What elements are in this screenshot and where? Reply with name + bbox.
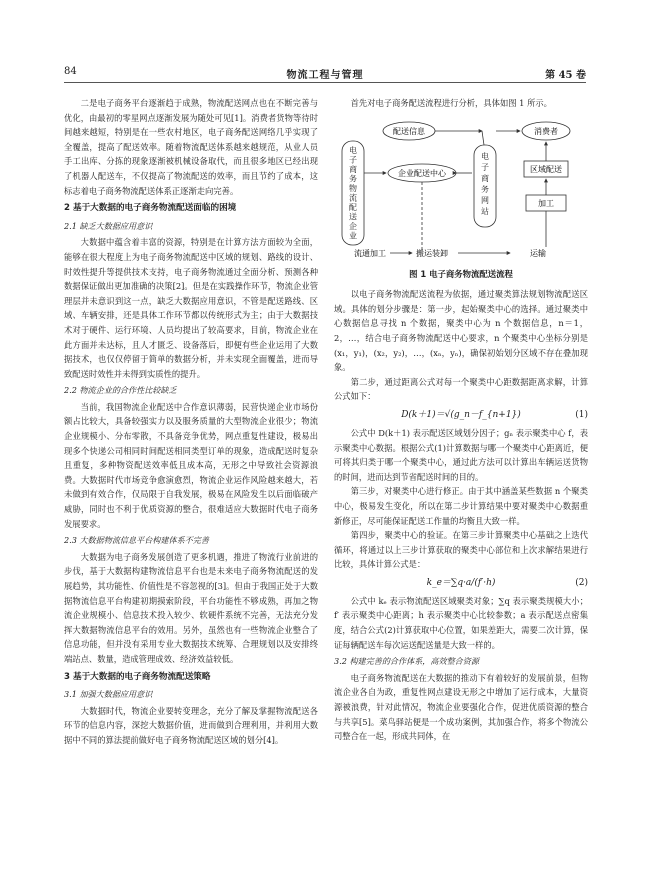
flow-diagram [334,115,588,265]
vertical-label-char: 子 [349,155,357,165]
paragraph: 首先对电子商务配送流程进行分析，具体如图 1 所示。 [350,98,552,108]
paragraph: 二是电子商务平台逐渐趋于成熟，物流配送网点也在不断完善与优化，由最初的零星网点逐渐发展为随处可见[1]。消费者货物等待时间越来越短，特别是在一些农村地区，电子商务配送网络几乎实现了全覆盖，提高了配送效率。随着物流配送体系越来越规范，从业人员手工出库、分拣的现象逐渐被机械设备取代，而且很多地区已经出现了机器人配送车，不仅提高了物流配送的效率，而且节约了成本，这标志着电子商务物流配送体系正逐渐走向完善。 [64,98,318,196]
flow-figure [334,115,588,265]
paragraph: 当前，我国物流企业配送中合作意识薄弱，民营快递企业市场份额占比较大，具备较强实力以及服务质量的大型物流企业很少；物流企业规模小、分布零散，不具备竞争优势，网点重复性建设，极易出现多个快递公司相同时间配送相同类型订单的现象，造成配送时复杂且重复，多种物资配送效率低且成本高，无形之中导致社会资源浪费。大数据时代市场竞争愈演愈烈，物流企业运作风险越来越大，若未做到有效合作，仅局限于自我发展，极易在风险发生以后面临破产威胁，同时也不利于优质资源的整合，很难适应大数据时代电子商务发展要求。 [64,401,318,529]
paragraph: 第四步，聚类中心的验证。在第三步计算聚类中心基础之上迭代循环，将通过以上三步计算获取的聚类中心部位和上次求解结果进行比较，具体计算公式是： [334,530,588,570]
paragraph: 大数据为电子商务发展创造了更多机遇，推进了物流行业前进的步伐，基于大数据构建物流信息平台也是未来电子商务物流配送的发展趋势，其功能性、价值性是不容忽视的[3]。但由于我国正处于大数据物流信息平台构建初期摸索阶段，平台功能性不够成熟，再加之物流企业规模小、信息技术投入较少、软硬件系统不完善，无法充分发挥大数据物流信息平台的效用。另外，虽然也有一些物流企业整合了信息功能，但并没有采用专业大数据技术统筹、合理规划以及安排终端站点、数量，造成管理成效、经济效益较低。 [64,551,318,664]
volume-label: 第 45 卷 [545,70,586,81]
journal-title: 物流工程与管理 [286,70,364,81]
paragraph: 电子商务物流配送在大数据的推动下有着较好的发展前景，但物流企业各自为政，重复性网点建设无形之中增加了运行成本，大量资源被浪费，针对此情况，物流企业要强化合作，促进优质资源的整合与共享[5]。菜鸟驿站便是一个成功案例，其加强合作，将多个物流公司整合在一起，形成共同体，在 [334,672,588,742]
vertical-label-char: 流 [349,193,357,203]
vertical-label-char: 电 [349,145,357,155]
regional-delivery-label: 区域配送 [530,164,562,174]
vertical-label-char: 业 [349,231,357,241]
enterprise-label [349,145,357,241]
right-column [334,96,588,744]
vertical-label-char: 务 [349,174,357,184]
subsection-heading: 2.3 大数据物流信息平台构建体系不完善 [64,535,209,546]
vertical-label-char: 配 [349,202,357,212]
paragraph: 第二步，通过距离公式对每一个聚类中心距数据距离求解，计算公式如下： [334,376,588,402]
consumer-label: 消费者 [534,126,558,136]
page-header [64,64,586,83]
bottom-flow-label: 搬运装卸 [416,248,448,258]
figure-caption: 图 1 电子商务物流配送流程 [409,268,513,279]
page-number: 84 [64,66,77,77]
paragraph: 公式中 kₑ 表示物流配送区域聚类对象；∑q 表示聚类规模大小；f′ 表示聚类中心距离；h 表示聚类中心比较参数；a 表示配送点密集度，结合公式(2)计算获取中心位置，如果差距大，需要二次计算，保证每辆配送车每次运送配送量是大致一样的。 [334,595,588,650]
vertical-label-char: 商 [349,164,357,174]
vertical-label-char: 网 [481,195,489,205]
subsection-heading: 2.1 缺乏大数据应用意识 [64,220,153,231]
section-heading: 2 基于大数据的电子商务物流配送面临的困境 [64,203,237,214]
subsection-heading: 3.2 构建完善的合作体系，高效整合资源 [334,656,479,667]
formula-number: (2) [575,577,588,588]
vertical-label-char: 站 [481,206,489,216]
formula-number: (1) [575,409,588,420]
processing-label: 加工 [538,198,554,208]
delivery-info-label: 配送信息 [393,126,425,136]
paragraph: 大数据时代，物流企业要转变理念，充分了解及掌握物流配送各环节的信息内容，深挖大数据价值，进而做到合理利用，并利用大数据中不同的算法提前做好电子商务物流配送区域的划分[4]。 [64,705,318,745]
paragraph: 第三步，对聚类中心进行修正。由于其中涵盖某些数据 n 个聚类中心，极易发生变化，所以在第二步计算结果中要对聚类中心数据重新修正，尽可能保证配送工作量的均衡且大致一样。 [334,486,588,526]
vertical-label-char: 子 [481,162,489,172]
bottom-flow-label: 流通加工 [354,248,386,258]
vertical-label-char: 物 [349,183,357,193]
vertical-label-char: 送 [349,212,357,222]
vertical-label-char: 务 [481,184,489,194]
bottom-flow-label: 运输 [530,248,546,258]
vertical-label-char: 商 [481,173,489,183]
subsection-heading: 3.1 加强大数据应用意识 [64,689,153,700]
subsection-heading: 2.2 物流企业的合作性比较缺乏 [64,385,177,396]
distribution-center-label: 企业配送中心 [398,168,446,178]
vertical-label-char: 电 [481,151,489,161]
website-label [481,151,489,216]
formula-text: D(k＋1)＝√(g_n－f_{n+1}) [401,409,521,420]
paragraph: 大数据中蕴含着丰富的资源，特别是在计算方法方面较为全面，能够在很大程度上为电子商务物流配送中区域的规划、路线的设计、时效性提升等提供技术支持，电子商务物流通过全面分析、预测各种数据保证做出更加准确的决策[2]。但是在实践操作环节，物流企业管理层并未意识到这一点，缺乏大数据应用意识，不管是配送路线、区域、车辆安排，还是具体工作环节都以传统形式为主；由于大数据技术对于硬件、运行环境、人员均提出了较高要求，目前，物流企业在此方面并未达标，且人才匮乏、设备落后，即便有些企业运用了大数据技术，也仅仅停留于简单的数据分析，并未实现全面覆盖，进而导致配送时效性并未得到实质性的提升。 [64,237,318,379]
formula-1 [334,404,588,426]
formula-2 [334,572,588,594]
paragraph: 以电子商务物流配送流程为依据，通过聚类算法规划物流配送区域。具体的划分步骤是：第一步，起始聚类中心的选择。通过聚类中心数据信息寻找 n 个数据，聚类中心为 n 个数据信息，n＝1，2，…，结合电子商务物流配送中心要求，n 个聚类中心坐标分别是(x₁，y₁)，(x₂，y₂)，…，(xₙ，yₙ)，确保初始划分区域不存在叠加现象。 [334,289,588,373]
section-heading: 3 基于大数据的电子商务物流配送策略 [64,671,211,682]
left-column [64,96,318,748]
paragraph: 公式中 D(k＋1) 表示配送区域划分因子；gₙ 表示聚类中心 f，表示聚类中心数据。根据公式(1)计算数据与哪一个聚类中心距离近，便可将其归类于哪一个聚类中心，通过此方法可以计算出车辆运送货物的时间，进而达到节省配送时间的目的。 [334,427,588,482]
formula-text: k_e＝∑q·a/(f′·h) [426,577,496,588]
vertical-label-char: 企 [349,221,357,231]
